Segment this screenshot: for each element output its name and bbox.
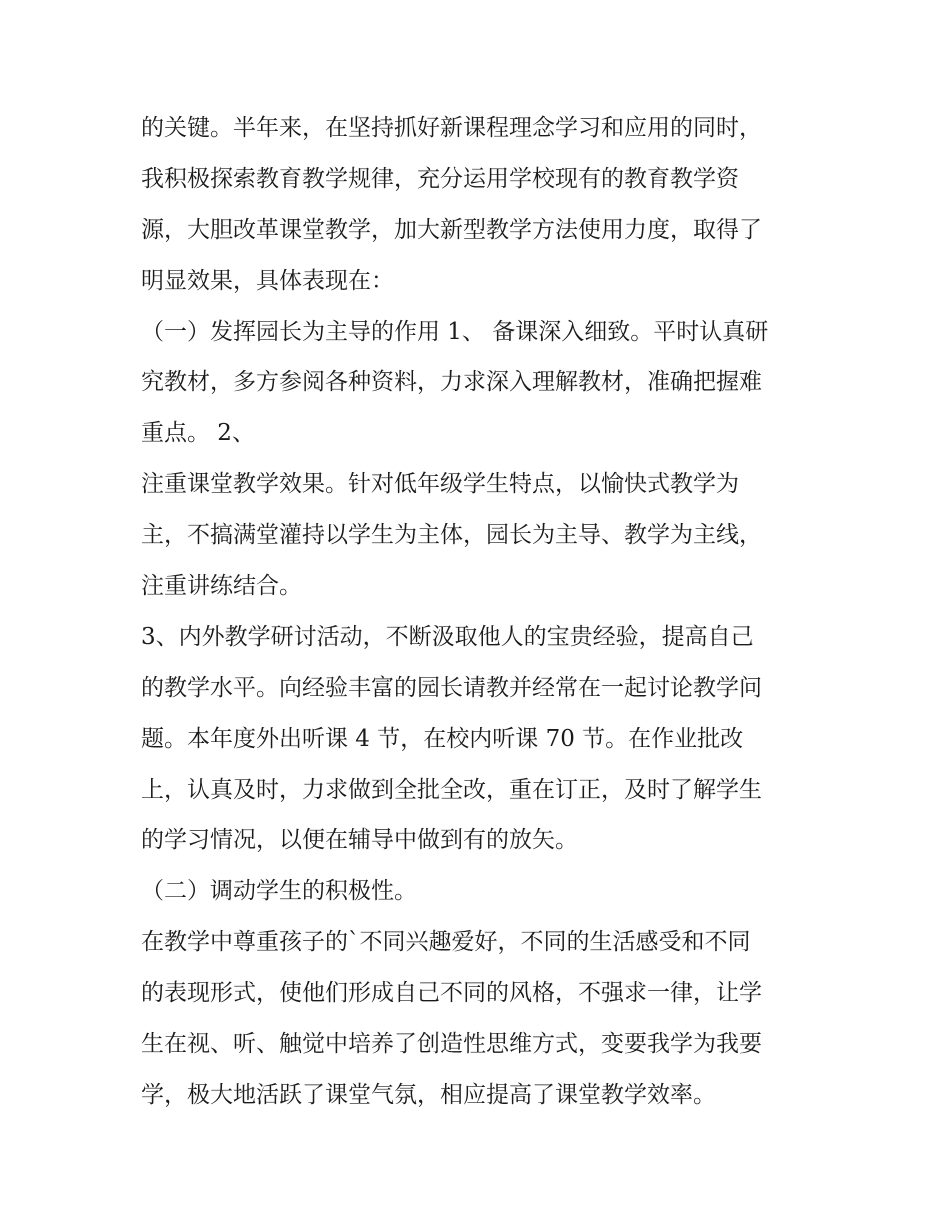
text-line: 重点。 2、 bbox=[141, 420, 255, 447]
text-line: 的表现形式，使他们形成自己不同的风格，不强求一律，让学 bbox=[141, 980, 762, 1007]
document-body bbox=[141, 103, 821, 1121]
text-line: 的关键。半年来，在坚持抓好新课程理念学习和应用的同时， bbox=[141, 115, 762, 141]
text-line: 题。本年度外出听课 4 节，在校内听课 70 节。在作业批改 bbox=[141, 725, 744, 752]
section-heading-1: （一）发挥园长为主导的作用 1、 备课深入细致。平时认真研 bbox=[141, 318, 769, 345]
text-line: 主，不搞满堂灌持以学生为主体，园长为主导、教学为主线， bbox=[141, 522, 762, 549]
text-line: 的教学水平。向经验丰富的园长请教并经常在一起讨论教学问 bbox=[141, 674, 762, 701]
section-heading-2: （二）调动学生的积极性。 bbox=[141, 878, 417, 905]
text-line: 源，大胆改革课堂教学，加大新型教学方法使用力度，取得了 bbox=[141, 216, 762, 243]
text-line: 上，认真及时，力求做到全批全改，重在订正，及时了解学生 bbox=[141, 776, 762, 803]
text-line: 在教学中尊重孩子的`不同兴趣爱好，不同的生活感受和不同 bbox=[141, 929, 751, 956]
text-line: 明显效果，具体表现在： bbox=[141, 267, 394, 294]
text-line: 究教材，多方参阅各种资料，力求深入理解教材，准确把握难 bbox=[141, 369, 762, 396]
text-line: 学，极大地活跃了课堂气氛，相应提高了课堂教学效率。 bbox=[141, 1081, 716, 1108]
text-line: 我积极探索教育教学规律，充分运用学校现有的教育教学资 bbox=[141, 165, 739, 192]
text-line: 生在视、听、触觉中培养了创造性思维方式，变要我学为我要 bbox=[141, 1031, 762, 1058]
text-line: 3、内外教学研讨活动，不断汲取他人的宝贵经验，提高自己 bbox=[141, 623, 754, 650]
text-line: 注重课堂教学效果。针对低年级学生特点，以愉快式教学为 bbox=[141, 471, 739, 498]
text-line: 的学习情况，以便在辅导中做到有的放矢。 bbox=[141, 827, 578, 854]
text-line: 注重讲练结合。 bbox=[141, 573, 302, 600]
